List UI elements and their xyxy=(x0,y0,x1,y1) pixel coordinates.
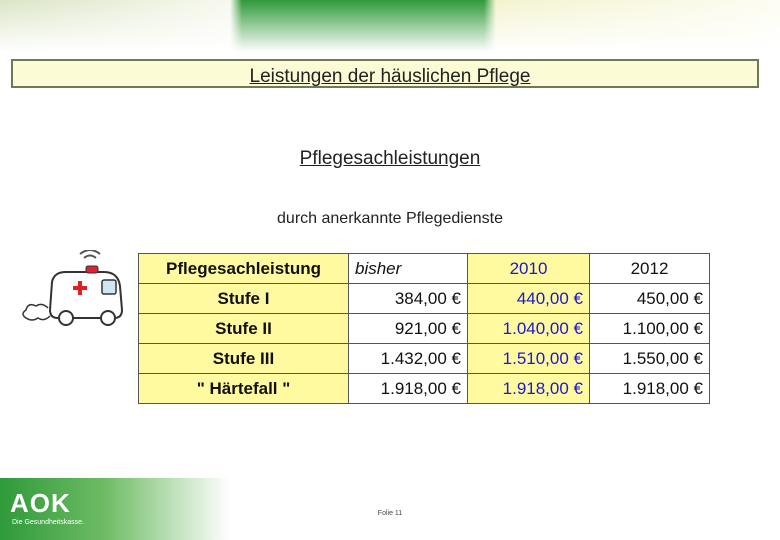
cell-2010: 1.040,00 € xyxy=(468,314,590,344)
table-row xyxy=(139,284,710,314)
header-band xyxy=(0,0,780,52)
aok-logo xyxy=(10,488,90,530)
logo-tagline: Die Gesundheitskasse. xyxy=(12,519,84,526)
row-label: Stufe I xyxy=(139,284,349,314)
slide-subtitle: Pflegesachleistungen xyxy=(299,148,481,169)
table-header-row xyxy=(139,254,710,284)
table-row xyxy=(139,344,710,374)
slide-title: Leistungen der häuslichen Pflege xyxy=(249,66,531,87)
cell-bisher: 1.432,00 € xyxy=(349,344,468,374)
cell-2012: 450,00 € xyxy=(590,284,710,314)
cell-bisher: 384,00 € xyxy=(349,284,468,314)
cell-bisher: 1.918,00 € xyxy=(349,374,468,404)
row-label: Stufe II xyxy=(139,314,349,344)
row-label: " Härtefall " xyxy=(139,374,349,404)
header-cell-category: Pflegesachleistung xyxy=(139,254,349,284)
rates-table xyxy=(138,253,710,404)
header-cell-2012: 2012 xyxy=(590,254,710,284)
ambulance-icon xyxy=(22,250,126,334)
cell-2010: 1.918,00 € xyxy=(468,374,590,404)
row-label: Stufe III xyxy=(139,344,349,374)
table-row xyxy=(139,374,710,404)
table-row xyxy=(139,314,710,344)
cell-2012: 1.550,00 € xyxy=(590,344,710,374)
header-cell-2010: 2010 xyxy=(468,254,590,284)
page-number: Folie 11 xyxy=(377,510,403,517)
header-cell-bisher: bisher xyxy=(349,254,468,284)
logo-wordmark: AOK xyxy=(10,488,71,518)
cell-2012: 1.918,00 € xyxy=(590,374,710,404)
cell-2010: 1.510,00 € xyxy=(468,344,590,374)
cell-bisher: 921,00 € xyxy=(349,314,468,344)
cell-2012: 1.100,00 € xyxy=(590,314,710,344)
slide-caption: durch anerkannte Pflegedienste xyxy=(277,210,503,227)
cell-2010: 440,00 € xyxy=(468,284,590,314)
